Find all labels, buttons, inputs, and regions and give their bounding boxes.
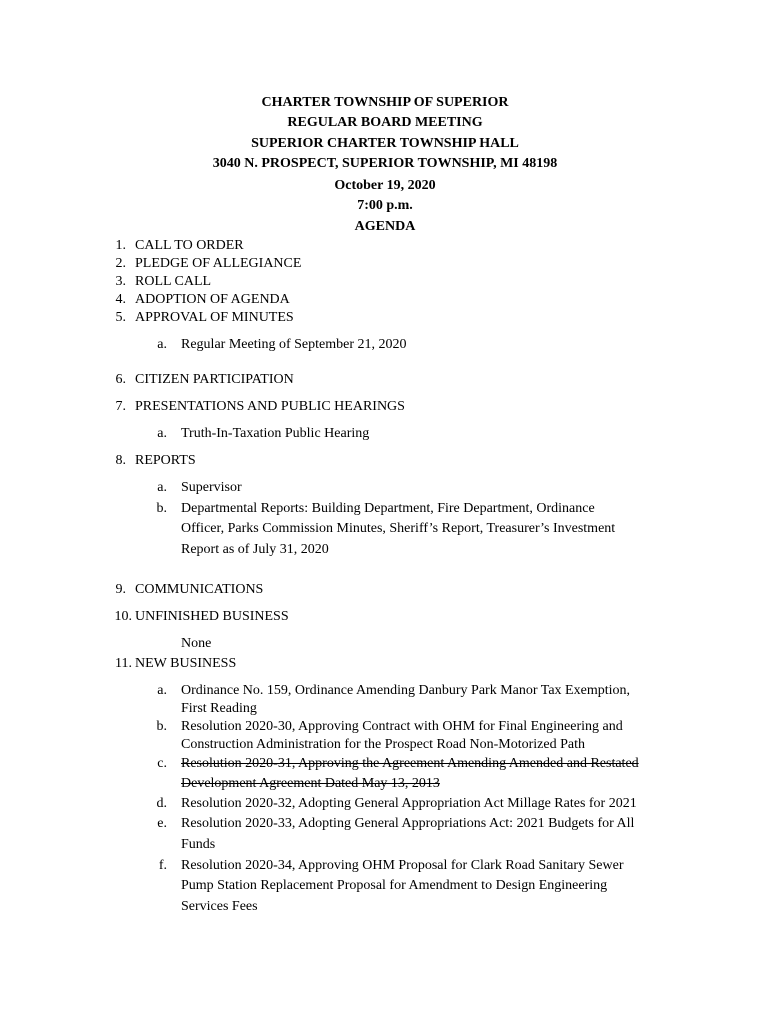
- subitem-letter: d.: [156, 796, 167, 811]
- subitem-res-2020-34-line3: Services Fees: [181, 899, 258, 914]
- subitem-res-2020-31-line1-struck: Resolution 2020-31, Approving the Agreement Amending Amended and Restated: [181, 756, 639, 771]
- item-roll-call: ROLL CALL: [135, 274, 212, 289]
- header-date: October 19, 2020: [334, 178, 436, 193]
- subitem-dept-reports-line2: Officer, Parks Commission Minutes, Sheriff’s Report, Treasurer’s Investment: [181, 521, 616, 536]
- item-reports: REPORTS: [135, 453, 196, 468]
- subitem-supervisor: Supervisor: [181, 480, 242, 495]
- subitem-letter: b.: [156, 501, 167, 516]
- item-number: 5.: [115, 310, 126, 325]
- subitem-res-2020-32: Resolution 2020-32, Adopting General Appropriation Act Millage Rates for 2021: [181, 796, 637, 811]
- subitem-res-2020-30-line2: Construction Administration for the Prospect Road Non-Motorized Path: [181, 737, 586, 752]
- subitem-regular-meeting: Regular Meeting of September 21, 2020: [181, 337, 407, 352]
- subitem-letter: e.: [157, 816, 167, 831]
- item-number: 9.: [115, 582, 126, 597]
- subitem-letter: b.: [156, 719, 167, 734]
- subitem-res-2020-34-line1: Resolution 2020-34, Approving OHM Proposal for Clark Road Sanitary Sewer: [181, 858, 624, 873]
- item-new-business: NEW BUSINESS: [135, 656, 237, 671]
- item-number: 3.: [115, 274, 126, 289]
- subitem-res-2020-33-line1: Resolution 2020-33, Adopting General Appropriations Act: 2021 Budgets for All: [181, 816, 635, 831]
- subitem-res-2020-33-line2: Funds: [181, 837, 216, 852]
- unfinished-none: None: [181, 636, 212, 651]
- subitem-dept-reports-line1: Departmental Reports: Building Department, Fire Department, Ordinance: [181, 501, 595, 516]
- item-number: 7.: [115, 399, 126, 414]
- item-adoption: ADOPTION OF AGENDA: [135, 292, 290, 307]
- subitem-res-2020-30-line1: Resolution 2020-30, Approving Contract with OHM for Final Engineering and: [181, 719, 623, 734]
- item-communications: COMMUNICATIONS: [135, 582, 264, 597]
- item-number: 10.: [114, 609, 132, 624]
- item-number: 8.: [115, 453, 126, 468]
- item-presentations: PRESENTATIONS AND PUBLIC HEARINGS: [135, 399, 405, 414]
- header-title: AGENDA: [354, 219, 416, 234]
- subitem-tax-hearing: Truth-In-Taxation Public Hearing: [181, 426, 370, 441]
- item-number: 11.: [115, 656, 132, 671]
- subitem-letter: a.: [157, 337, 167, 352]
- header-township: CHARTER TOWNSHIP OF SUPERIOR: [261, 95, 509, 110]
- item-number: 6.: [115, 372, 126, 387]
- item-minutes: APPROVAL OF MINUTES: [135, 310, 294, 325]
- item-pledge: PLEDGE OF ALLEGIANCE: [135, 256, 302, 271]
- item-number: 2.: [115, 256, 126, 271]
- subitem-letter: a.: [157, 480, 167, 495]
- header-time: 7:00 p.m.: [357, 198, 413, 213]
- subitem-letter: c.: [157, 756, 167, 771]
- item-call-to-order: CALL TO ORDER: [135, 238, 244, 253]
- item-number: 4.: [115, 292, 126, 307]
- item-unfinished: UNFINISHED BUSINESS: [135, 609, 289, 624]
- subitem-letter: f.: [158, 858, 167, 873]
- item-citizen: CITIZEN PARTICIPATION: [135, 372, 294, 387]
- subitem-dept-reports-line3: Report as of July 31, 2020: [181, 542, 329, 557]
- subitem-res-2020-31-line2-struck: Development Agreement Dated May 13, 2013: [181, 776, 440, 791]
- subitem-letter: a.: [157, 683, 167, 698]
- subitem-ordinance-159-line2: First Reading: [181, 701, 257, 716]
- subitem-ordinance-159-line1: Ordinance No. 159, Ordinance Amending Danbury Park Manor Tax Exemption,: [181, 683, 630, 698]
- header-hall: SUPERIOR CHARTER TOWNSHIP HALL: [251, 136, 519, 151]
- item-number: 1.: [115, 238, 126, 253]
- header-meeting: REGULAR BOARD MEETING: [287, 115, 483, 130]
- subitem-letter: a.: [157, 426, 167, 441]
- header-address: 3040 N. PROSPECT, SUPERIOR TOWNSHIP, MI 48198: [212, 156, 558, 171]
- subitem-res-2020-34-line2: Pump Station Replacement Proposal for Amendment to Design Engineering: [181, 878, 608, 893]
